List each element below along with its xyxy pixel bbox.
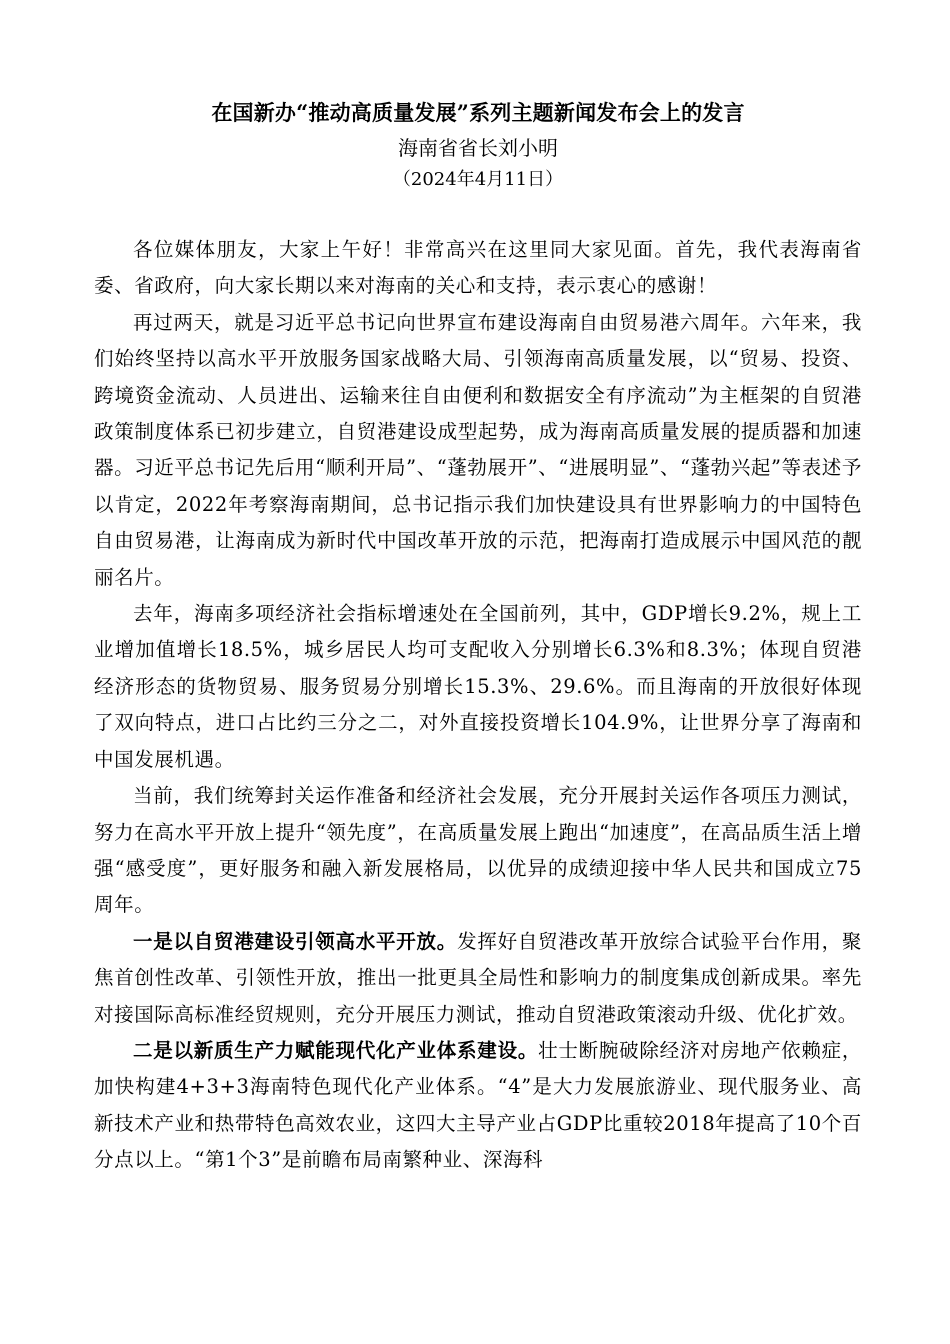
document-title: 在国新办“推动高质量发展”系列主题新闻发布会上的发言 <box>211 100 745 125</box>
paragraph-text: 壮士断腕破除经济对房地产依赖症，加快构建4+3+3海南特色现代化产业体系。“4”是大力发展旅游业、现代服务业、高新技术产业和热带特色高效农业，这四大主导产业占GDP比重较2018年提高了10个百分点以上。“第1个3”是前瞻布局南繁种业、深海科 <box>94 1038 862 1172</box>
paragraph-last-year <box>94 596 862 778</box>
paragraph-lead: 一是以自贸港建设引领高水平开放。 <box>133 929 458 953</box>
paragraph-greeting <box>94 232 862 305</box>
document-page <box>94 98 862 1179</box>
paragraph-current <box>94 778 862 924</box>
paragraph-text: 当前，我们统筹封关运作准备和经济社会发展，充分开展封关运作各项压力测试，努力在高水平开放上提升“领先度”，在高质量发展上跑出“加速度”，在高品质生活上增强“感受度”，更好服务和融入新发展格局，以优异的成绩迎接中华人民共和国成立75周年。 <box>94 784 862 917</box>
paragraph-text: 各位媒体朋友，大家上午好！非常高兴在这里同大家见面。首先，我代表海南省委、省政府，向大家长期以来对海南的关心和支持，表示衷心的感谢！ <box>94 238 862 298</box>
paragraph-text: 发挥好自贸港改革开放综合试验平台作用，聚焦首创性改革、引领性开放，推出一批更具全局性和影响力的制度集成创新成果。率先对接国际高标准经贸规则，充分开展压力测试，推动自贸港政策滚动升级、优化扩效。 <box>94 929 862 1026</box>
paragraph-text: 去年，海南多项经济社会指标增速处在全国前列，其中，GDP增长9.2%，规上工业增加值增长18.5%，城乡居民人均可支配收入分别增长6.3%和8.3%；体现自贸港经济形态的货物贸易、服务贸易分别增长15.3%、29.6%。而且海南的开放很好体现了双向特点，进口占比约三分之二，对外直接投资增长104.9%，让世界分享了海南和中国发展机遇。 <box>94 602 862 771</box>
paragraph-point-one <box>94 924 862 1033</box>
paragraph-text: 再过两天，就是习近平总书记向世界宣布建设海南自由贸易港六周年。六年来，我们始终坚持以高水平开放服务国家战略大局、引领海南高质量发展，以“贸易、投资、跨境资金流动、人员进出、运输来往自由便利和数据安全有序流动”为主框架的自贸港政策制度体系已初步建立，自贸港建设成型起势，成为海南高质量发展的提质器和加速器。习近平总书记先后用“顺利开局”、“蓬勃展开”、“进展明显”、“蓬勃兴起”等表述予以肯定，2022年考察海南期间，总书记指示我们加快建设具有世界影响力的中国特色自由贸易港，让海南成为新时代中国改革开放的示范，把海南打造成展示中国风范的靓丽名片。 <box>94 310 862 589</box>
document-date: （2024年4月11日） <box>392 169 564 190</box>
paragraph-six-years <box>94 305 862 596</box>
paragraph-lead: 二是以新质生产力赋能现代化产业体系建设。 <box>133 1038 539 1062</box>
paragraph-point-two <box>94 1033 862 1179</box>
document-author: 海南省省长刘小明 <box>398 136 558 160</box>
